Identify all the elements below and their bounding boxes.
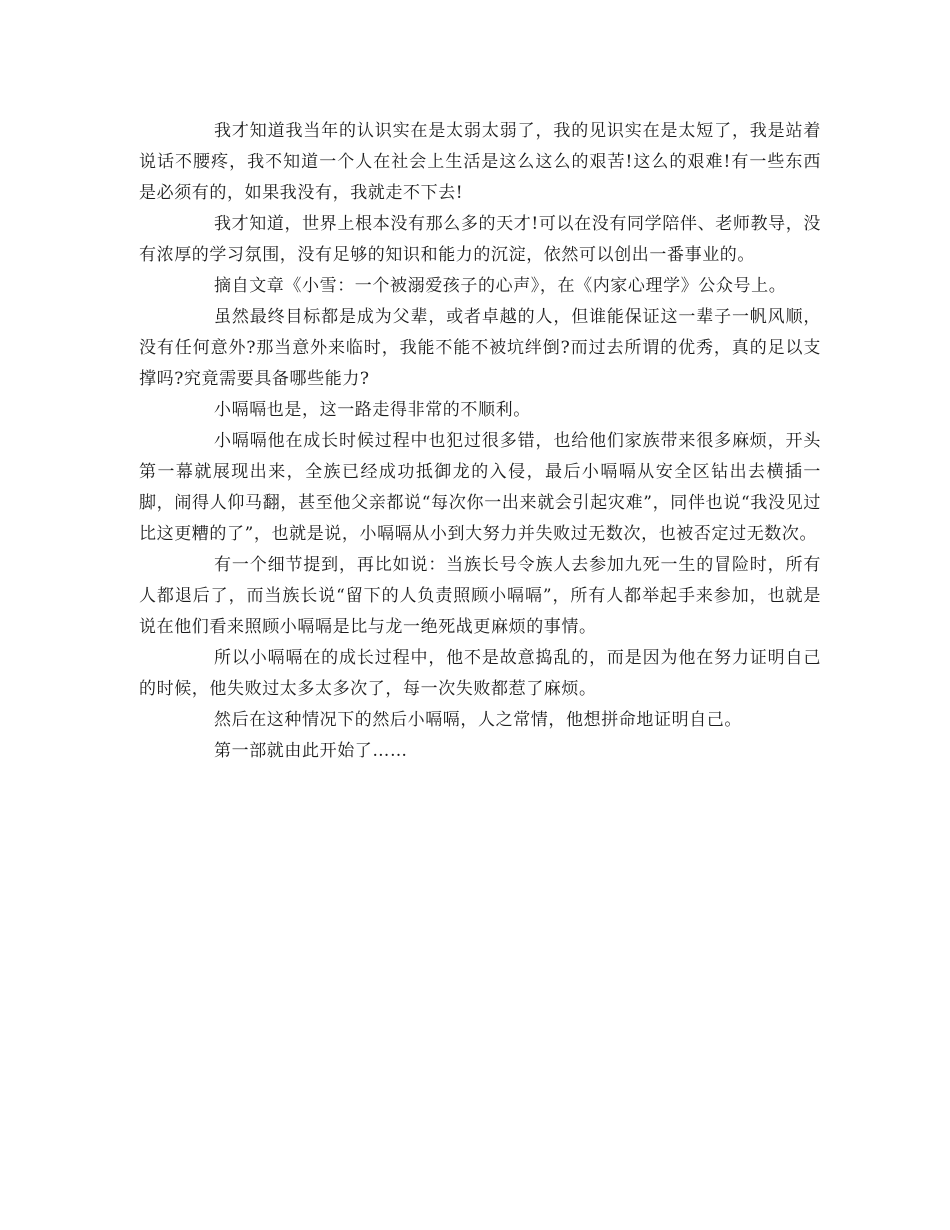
paragraph: 小嗝嗝也是，这一路走得非常的不顺利。 bbox=[214, 400, 531, 420]
paragraph: 第一部就由此开始了…… bbox=[214, 741, 408, 761]
paragraph: 虽然最终目标都是成为父辈，或者卓越的人，但谁能保证这一辈子一帆风顺，没有任何意外?那当意外来临时，我能不能不被坑绊倒?而过去所谓的优秀，真的足以支撑吗?究竟需要具备哪些能力? bbox=[139, 307, 821, 389]
paragraph: 摘自文章《小雪：一个被溺爱孩子的心声》，在《内家心理学》公众号上。 bbox=[214, 276, 787, 296]
paragraph: 所以小嗝嗝在的成长过程中，他不是故意捣乱的，而是因为他在努力证明自己的时候，他失败过太多太多次了，每一次失败都惹了麻烦。 bbox=[139, 648, 821, 699]
paragraph: 我才知道我当年的认识实在是太弱太弱了，我的见识实在是太短了，我是站着说话不腰疼，我不知道一个人在社会上生活是这么这么的艰苦!这么的艰难!有一些东西是必须有的，如果我没有，我就走不下去! bbox=[139, 121, 821, 203]
paragraph: 然后在这种情况下的然后小嗝嗝，人之常情，他想拼命地证明自己。 bbox=[214, 710, 742, 730]
paragraph: 小嗝嗝他在成长时候过程中也犯过很多错，也给他们家族带来很多麻烦，开头第一幕就展现出来，全族已经成功抵御龙的入侵，最后小嗝嗝从安全区钻出去横插一脚，闹得人仰马翻，甚至他父亲都说“每次你一出来就会引起灾难”，同伴也说“我没见过比这更糟的了”，也就是说，小嗝嗝从小到大努力并失败过无数次，也被否定过无数次。 bbox=[139, 431, 821, 544]
paragraph: 有一个细节提到，再比如说：当族长号令族人去参加九死一生的冒险时，所有人都退后了，而当族长说“留下的人负责照顾小嗝嗝”，所有人都举起手来参加，也就是说在他们看来照顾小嗝嗝是比与龙一绝死战更麻烦的事情。 bbox=[139, 555, 821, 637]
paragraph: 我才知道，世界上根本没有那么多的天才!可以在没有同学陪伴、老师教导，没有浓厚的学习氛围，没有足够的知识和能力的沉淀，依然可以创出一番事业的。 bbox=[139, 214, 821, 265]
document-body bbox=[139, 116, 821, 767]
